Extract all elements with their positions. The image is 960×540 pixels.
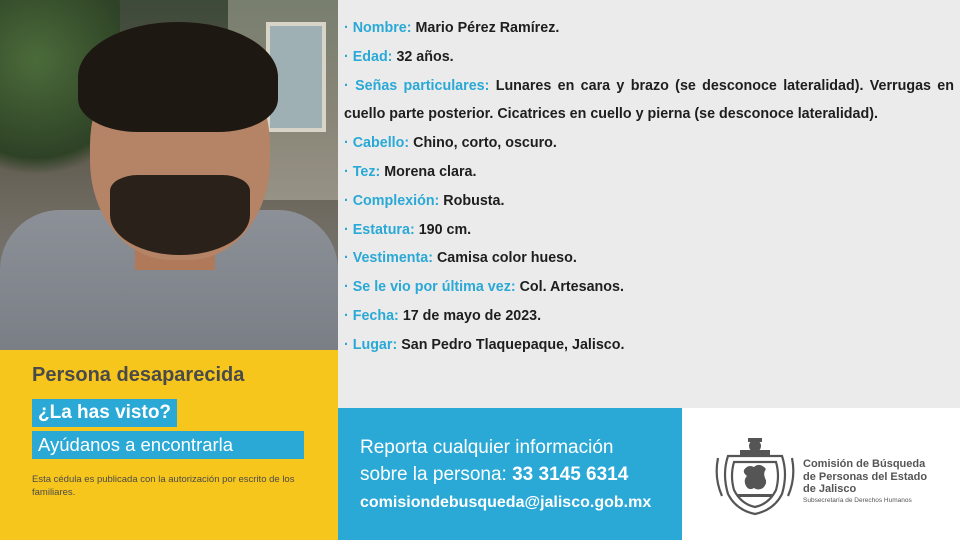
banner-title: Persona desaparecida xyxy=(32,364,245,386)
banner-question: ¿La has visto? xyxy=(32,399,177,427)
info-complexion: · Complexión: Robusta. xyxy=(344,192,505,209)
report-panel xyxy=(338,408,682,540)
info-estatura: · Estatura: 190 cm. xyxy=(344,221,472,238)
info-edad: · Edad: 32 años. xyxy=(344,48,454,65)
info-vestimenta: · Vestimenta: Camisa color hueso. xyxy=(344,250,577,267)
report-line2: sobre la persona: 33 3145 6314 xyxy=(360,464,629,485)
info-lugar: · Lugar: San Pedro Tlaquepaque, Jalisco. xyxy=(344,336,625,353)
commission-logo xyxy=(682,408,960,540)
person-photo xyxy=(0,0,338,350)
info-senas: · Señas particulares: Lunares en cara y brazo (se desconoce lateralidad). Verrugas en cuello parte posterior. Cicatrices en cuello y pierna (se desconoce lateralidad). xyxy=(344,77,954,123)
missing-banner xyxy=(0,350,338,540)
info-fecha: · Fecha: 17 de mayo de 2023. xyxy=(344,307,542,324)
report-email[interactable]: comisiondebusqueda@jalisco.gob.mx xyxy=(360,494,652,511)
info-cabello: · Cabello: Chino, corto, oscuro. xyxy=(344,135,557,152)
info-nombre: · Nombre: Mario Pérez Ramírez. xyxy=(344,20,560,36)
report-line1: Reporta cualquier información xyxy=(360,437,614,458)
description-panel xyxy=(338,0,960,408)
logo-text: Comisión de Búsqueda de Personas del Estado de Jalisco Subsecretaría de Derechos Humanos xyxy=(803,458,928,504)
info-tez: · Tez: Morena clara. xyxy=(344,163,477,180)
banner-help: Ayúdanos a encontrarla xyxy=(32,431,304,459)
jalisco-coat-of-arms-icon xyxy=(714,434,796,518)
info-visto: · Se le vio por última vez: Col. Artesanos. xyxy=(344,279,624,296)
report-phone[interactable]: 33 3145 6314 xyxy=(512,464,629,485)
banner-disclaimer: Esta cédula es publicada con la autorización por escrito de los familiares. xyxy=(32,474,295,498)
